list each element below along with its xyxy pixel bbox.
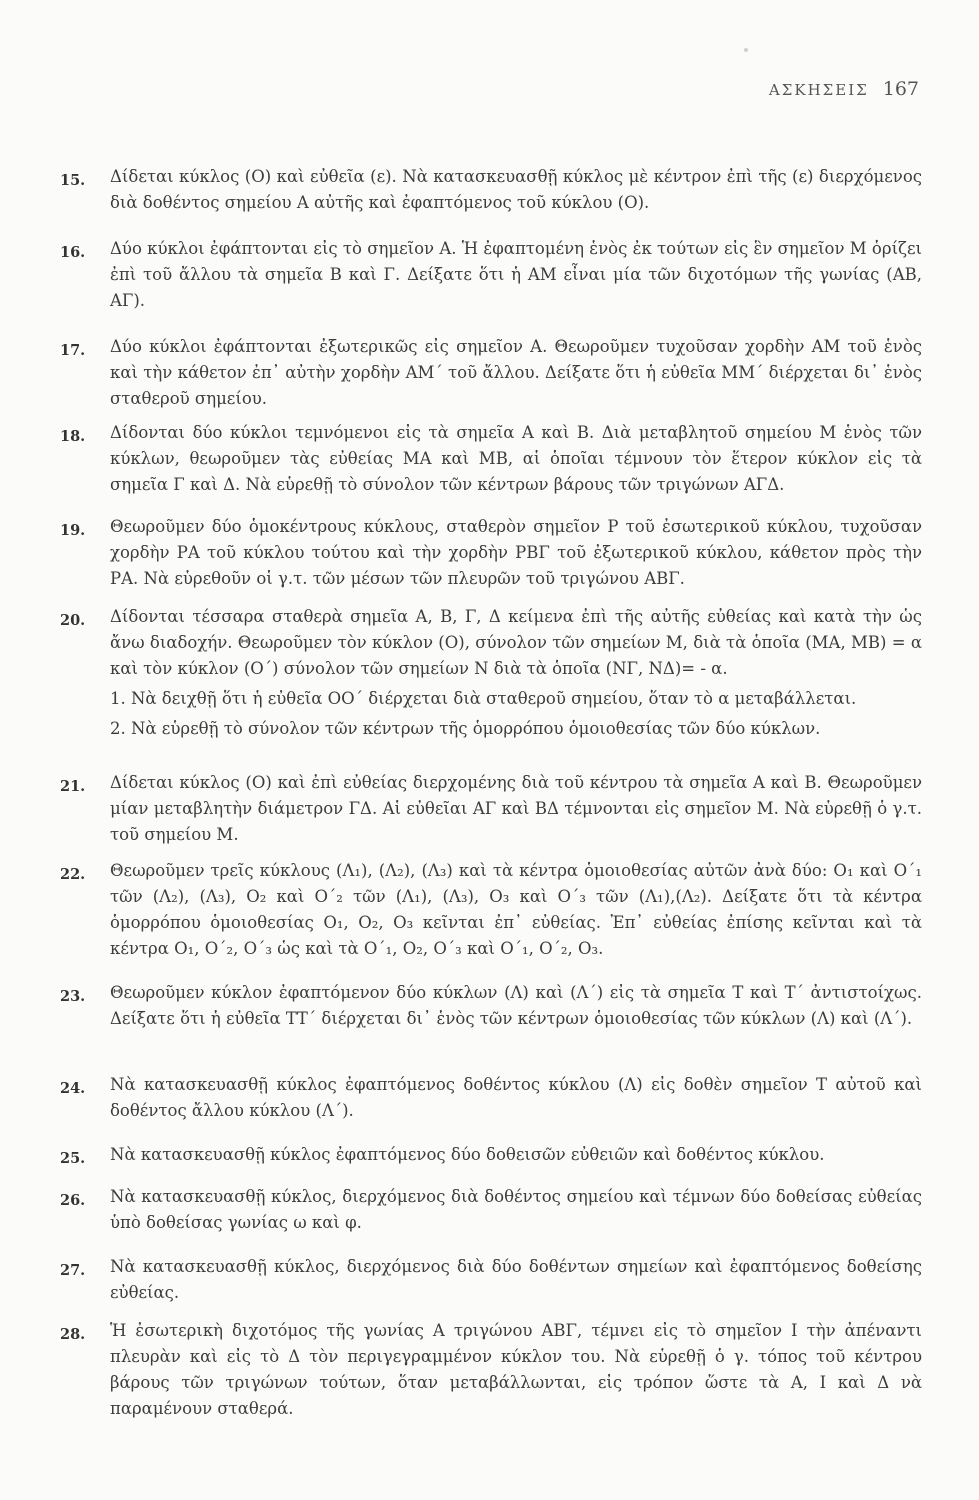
exercise-text: Δίδονται δύο κύκλοι τεμνόμενοι εἰς τὰ σημεῖα Α καὶ Β. Διὰ μεταβλητοῦ σημείου Μ ἑνὸς τῶν κύκλων, θεωροῦμεν τὰς εὐθείας ΜΑ καὶ ΜΒ, αἱ ὁποῖαι τέμνουν τὸν ἕτερον κύκλον εἰς τὰ σημεῖα Γ καὶ Δ. Νὰ εὑρεθῇ τὸ σύνολον τῶν κέντρων βάρους τῶν τριγώνων ΑΓΔ. <box>110 423 922 494</box>
exercise-number: 25. <box>60 1150 86 1167</box>
exercise-text: Θεωροῦμεν κύκλον ἐφαπτόμενον δύο κύκλων (Λ) καὶ (Λ΄) εἰς τὰ σημεῖα Τ καὶ Τ΄ ἀντιστοίχως. Δείξατε ὅτι ἡ εὐθεῖα ΤΤ΄ διέρχεται δι᾽ ἑνὸς τῶν κέντρων ὁμοιοθεσίας τῶν κύκλων (Λ) καὶ (Λ΄). <box>110 983 922 1028</box>
exercise-number: 20. <box>60 612 86 629</box>
exercise-text: Νὰ κατασκευασθῇ κύκλος, διερχόμενος διὰ δύο δοθέντων σημείων καὶ ἐφαπτόμενος δοθείσης εὐθείας. <box>110 1257 922 1302</box>
exercise-text <box>110 604 922 742</box>
page-number: 167 <box>882 78 919 100</box>
exercise-number: 17. <box>60 342 86 359</box>
exercise-number: 16. <box>60 244 86 261</box>
exercise-subpart-2: 2. Νὰ εὑρεθῇ τὸ σύνολον τῶν κέντρων τῆς ὁμορρόπου ὁμοιοθεσίας τῶν δύο κύκλων. <box>110 719 821 738</box>
exercise-text: Δύο κύκλοι ἐφάπτονται εἰς τὸ σημεῖον Α. Ἡ ἐφαπτομένη ἑνὸς ἐκ τούτων εἰς ἓν σημεῖον Μ ὁρίζει ἐπὶ τοῦ ἄλλου τὰ σημεῖα Β καὶ Γ. Δείξατε ὅτι ἡ ΑΜ εἶναι μία τῶν διχοτόμων τῆς γωνίας (ΑΒ, ΑΓ). <box>110 239 922 310</box>
exercise-text: Ἡ ἐσωτερικὴ διχοτόμος τῆς γωνίας Α τριγώνου ΑΒΓ, τέμνει εἰς τὸ σημεῖον Ι τὴν ἀπέναντι πλευρὰν καὶ εἰς τὸ Δ τὸν περιγεγραμμένον κύκλον του. Νὰ εὑρεθῇ ὁ γ. τόπος τοῦ κέντρου βάρους τῶν τριγώνων τούτων, ὅταν μεταβάλλωνται, εἰς τρόπον ὥστε τὰ Α, Ι καὶ Δ νὰ παραμένουν σταθερά. <box>110 1321 922 1418</box>
exercise-subpart-1: 1. Νὰ δειχθῇ ὅτι ἡ εὐθεῖα ΟΟ΄ διέρχεται διὰ σταθεροῦ σημείου, ὅταν τὸ α μεταβάλλεται. <box>110 689 857 708</box>
exercise-text: Δύο κύκλοι ἐφάπτονται ἐξωτερικῶς εἰς σημεῖον Α. Θεωροῦμεν τυχοῦσαν χορδὴν ΑΜ τοῦ ἑνὸς καὶ τὴν κάθετον ἐπ᾽ αὐτὴν χορδὴν ΑΜ΄ τοῦ ἄλλου. Δείξατε ὅτι ἡ εὐθεῖα ΜΜ΄ διέρχεται δι᾽ ἑνὸς σταθεροῦ σημείου. <box>110 337 922 408</box>
exercise-number: 26. <box>60 1192 86 1209</box>
exercise-number: 23. <box>60 988 86 1005</box>
exercise-number: 19. <box>60 522 86 539</box>
exercise-text: Νὰ κατασκευασθῇ κύκλος ἐφαπτόμενος δοθέντος κύκλου (Λ) εἰς δοθὲν σημεῖον Τ αὐτοῦ καὶ δοθέντος ἄλλου κύκλου (Λ΄). <box>110 1075 922 1120</box>
header-title: ΑΣΚΗΣΕΙΣ <box>768 81 869 99</box>
running-header <box>769 78 919 100</box>
exercise-number: 24. <box>60 1080 86 1097</box>
exercise-text: Δίδεται κύκλος (Ο) καὶ ἐπὶ εὐθείας διερχομένης διὰ τοῦ κέντρου τὰ σημεῖα Α καὶ Β. Θεωροῦμεν μίαν μεταβλητὴν διάμετρον ΓΔ. Αἱ εὐθεῖαι ΑΓ καὶ ΒΔ τέμνονται εἰς σημεῖον Μ. Νὰ εὑρεθῇ ὁ γ.τ. τοῦ σημείου Μ. <box>110 773 922 844</box>
exercise-number: 15. <box>60 172 86 189</box>
exercise-text: Νὰ κατασκευασθῇ κύκλος ἐφαπτόμενος δύο δοθεισῶν εὐθειῶν καὶ δοθέντος κύκλου. <box>110 1145 825 1164</box>
exercise-number: 28. <box>60 1326 86 1343</box>
exercise-number: 21. <box>60 778 86 795</box>
exercise-number: 27. <box>60 1262 86 1279</box>
exercise-text: Θεωροῦμεν τρεῖς κύκλους (Λ₁), (Λ₂), (Λ₃) καὶ τὰ κέντρα ὁμοιοθεσίας αὐτῶν ἀνὰ δύο: Ο₁ καὶ Ο΄₁ τῶν (Λ₂), (Λ₃), Ο₂ καὶ Ο΄₂ τῶν (Λ₁), (Λ₃), Ο₃ καὶ Ο΄₃ τῶν (Λ₁),(Λ₂). Δείξατε ὅτι τὰ κέντρα ὁμορρόπου ὁμοιοθεσίας Ο₁, Ο₂, Ο₃ κεῖνται ἐπ᾽ εὐθείας. Ἐπ᾽ εὐθείας ἐπίσης κεῖνται καὶ τὰ κέντρα Ο₁, Ο΄₂, Ο΄₃ ὡς καὶ τὰ Ο΄₁, Ο₂, Ο΄₃ καὶ Ο΄₁, Ο΄₂, Ο₃. <box>110 861 922 958</box>
exercise-body: Δίδονται τέσσαρα σταθερὰ σημεῖα Α, Β, Γ, Δ κείμενα ἐπὶ τῆς αὐτῆς εὐθείας καὶ κατὰ τὴν ὡς ἄνω διαδοχήν. Θεωροῦμεν τὸν κύκλον (Ο), σύνολον τῶν σημείων Μ, διὰ τὰ ὁποῖα (ΜΑ, ΜΒ) = α καὶ τὸν κύκλον (Ο΄) σύνολον τῶν σημείων Ν διὰ τὰ ὁποῖα (ΝΓ, ΝΔ)= - α. <box>110 607 922 678</box>
exercise-number: 18. <box>60 428 86 445</box>
speck <box>744 48 748 52</box>
exercise-number: 22. <box>60 866 86 883</box>
exercise-text: Νὰ κατασκευασθῇ κύκλος, διερχόμενος διὰ δοθέντος σημείου καὶ τέμνων δύο δοθείσας εὐθείας ὑπὸ δοθείσας γωνίας ω καὶ φ. <box>110 1187 922 1232</box>
exercise-text: Δίδεται κύκλος (Ο) καὶ εὐθεῖα (ε). Νὰ κατασκευασθῇ κύκλος μὲ κέντρον ἐπὶ τῆς (ε) διερχόμενος διὰ δοθέντος σημείου Α αὐτῆς καὶ ἐφαπτόμενος τοῦ κύκλου (Ο). <box>110 167 922 212</box>
exercise-text: Θεωροῦμεν δύο ὁμοκέντρους κύκλους, σταθερὸν σημεῖον Ρ τοῦ ἐσωτερικοῦ κύκλου, τυχοῦσαν χορδὴν ΡΑ τοῦ κύκλου τούτου καὶ τὴν χορδὴν ΡΒΓ τοῦ ἐξωτερικοῦ κύκλου, κάθετον πρὸς τὴν ΡΑ. Νὰ εὑρεθοῦν οἱ γ.τ. τῶν μέσων τῶν πλευρῶν τοῦ τριγώνου ΑΒΓ. <box>110 517 922 588</box>
